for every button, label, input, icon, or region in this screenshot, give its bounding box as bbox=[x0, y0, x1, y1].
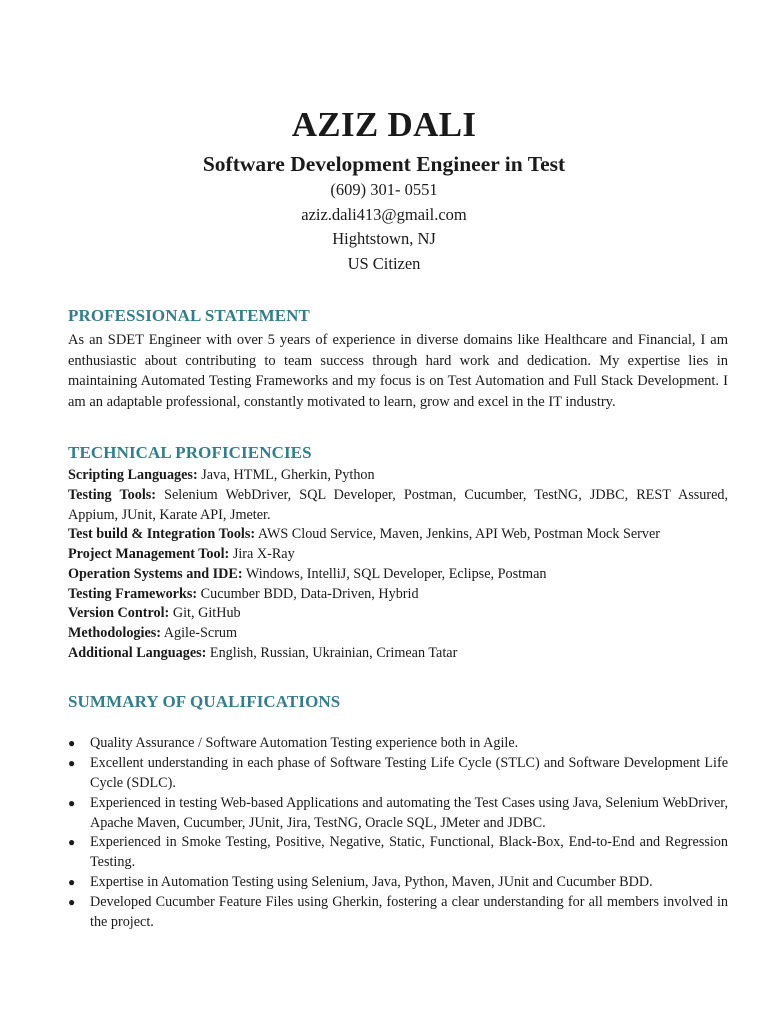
skill-label: Project Management Tool: bbox=[68, 546, 230, 563]
job-title: Software Development Engineer in Test bbox=[202, 152, 566, 176]
summary-of-qualifications-section bbox=[68, 692, 728, 932]
skill-label: Version Control: bbox=[68, 605, 170, 622]
skill-label: Scripting Languages: bbox=[68, 467, 198, 484]
skill-row bbox=[68, 585, 728, 605]
skill-label: Additional Languages: bbox=[68, 644, 207, 661]
section-title-summary-of-qualifications: SUMMARY OF QUALIFICATIONS bbox=[68, 692, 341, 712]
skill-label: Testing Tools: bbox=[68, 487, 157, 504]
list-item bbox=[68, 833, 728, 873]
bullet-icon: ● bbox=[68, 894, 76, 909]
list-item bbox=[68, 754, 728, 794]
skill-label: Methodologies: bbox=[68, 625, 161, 641]
qualification-text: Expertise in Automation Testing using Selenium, Java, Python, Maven, JUnit and Cucumber BDD. bbox=[90, 873, 653, 890]
skill-value: Agile-Scrum bbox=[161, 625, 238, 641]
resume-header bbox=[0, 104, 768, 276]
list-item bbox=[68, 794, 728, 834]
candidate-name: AZIZ DALI bbox=[291, 105, 477, 144]
skill-value: Selenium WebDriver, SQL Developer, Postman, Cucumber, TestNG, JDBC, REST Assured, Appium, JUnit, Karate API, Jmeter. bbox=[68, 487, 729, 523]
phone-number: (609) 301- 0551 bbox=[330, 180, 438, 199]
bullet-icon: ● bbox=[68, 795, 76, 810]
skill-value: English, Russian, Ukrainian, Crimean Tatar bbox=[206, 644, 458, 661]
bullet-icon: ● bbox=[68, 736, 76, 751]
bullet-icon: ● bbox=[68, 756, 76, 771]
list-item bbox=[68, 893, 728, 933]
list-item bbox=[68, 734, 728, 754]
skill-value: Cucumber BDD, Data-Driven, Hybrid bbox=[197, 585, 419, 602]
citizenship: US Citizen bbox=[347, 253, 421, 273]
bullet-icon: ● bbox=[68, 835, 76, 850]
skill-row bbox=[68, 624, 728, 644]
section-title-professional-statement: PROFESSIONAL STATEMENT bbox=[68, 306, 310, 325]
qualification-text: Quality Assurance / Software Automation Testing experience both in Agile. bbox=[90, 735, 519, 752]
skill-value: Git, GitHub bbox=[169, 605, 241, 622]
professional-statement-section bbox=[68, 306, 728, 412]
skill-value: Windows, IntelliJ, SQL Developer, Eclipse, Postman bbox=[242, 565, 547, 582]
list-item bbox=[68, 873, 728, 893]
skill-row bbox=[68, 644, 728, 664]
section-title-technical-proficiencies: TECHNICAL PROFICIENCIES bbox=[68, 443, 312, 463]
technical-proficiencies-section bbox=[68, 443, 728, 663]
qualification-text: Experienced in Smoke Testing, Positive, Negative, Static, Functional, Black-Box, End-to-End and Regression Testing. bbox=[90, 834, 728, 871]
professional-statement-text: As an SDET Engineer with over 5 years of experience in diverse domains like Healthcare and Financial, I am enthusiastic about contributing to team success through hard work and dedication. My expertise lies in maintaining Automated Testing Frameworks and my focus is on Test Automation and Full Stack Development. I am an adaptable professional, constantly motivated to learn, grow and excel in the IT industry. bbox=[68, 332, 728, 410]
skill-label: Testing Frameworks: bbox=[68, 585, 198, 602]
resume-body bbox=[68, 306, 728, 932]
qualification-text: Developed Cucumber Feature Files using Gherkin, fostering a clear understanding for all members involved in the project. bbox=[90, 893, 728, 930]
skill-row bbox=[68, 525, 728, 545]
location: Hightstown, NJ bbox=[332, 229, 436, 248]
bullet-icon: ● bbox=[68, 874, 76, 889]
qualification-text: Excellent understanding in each phase of Software Testing Life Cycle (STLC) and Software Development Life Cycle (SDLC). bbox=[90, 755, 728, 791]
skill-row bbox=[68, 486, 728, 525]
skill-value: AWS Cloud Service, Maven, Jenkins, API Web, Postman Mock Server bbox=[255, 526, 661, 543]
email-address: aziz.dali413@gmail.com bbox=[301, 204, 467, 224]
skill-label: Test build & Integration Tools: bbox=[68, 526, 256, 543]
qualifications-list bbox=[68, 734, 728, 932]
qualification-text: Experienced in testing Web-based Applications and automating the Test Cases using Java, Selenium WebDriver, Apache Maven, Cucumber, JUnit, Jira, TestNG, Oracle SQL, JMeter and JDBC. bbox=[90, 794, 728, 831]
skill-value: Jira X-Ray bbox=[229, 546, 295, 563]
skill-row bbox=[68, 565, 728, 585]
skill-value: Java, HTML, Gherkin, Python bbox=[197, 467, 375, 484]
skill-row bbox=[68, 466, 728, 486]
skill-label: Operation Systems and IDE: bbox=[68, 565, 243, 582]
skill-row bbox=[68, 604, 728, 624]
skills-list bbox=[68, 466, 728, 663]
skill-row bbox=[68, 545, 728, 565]
